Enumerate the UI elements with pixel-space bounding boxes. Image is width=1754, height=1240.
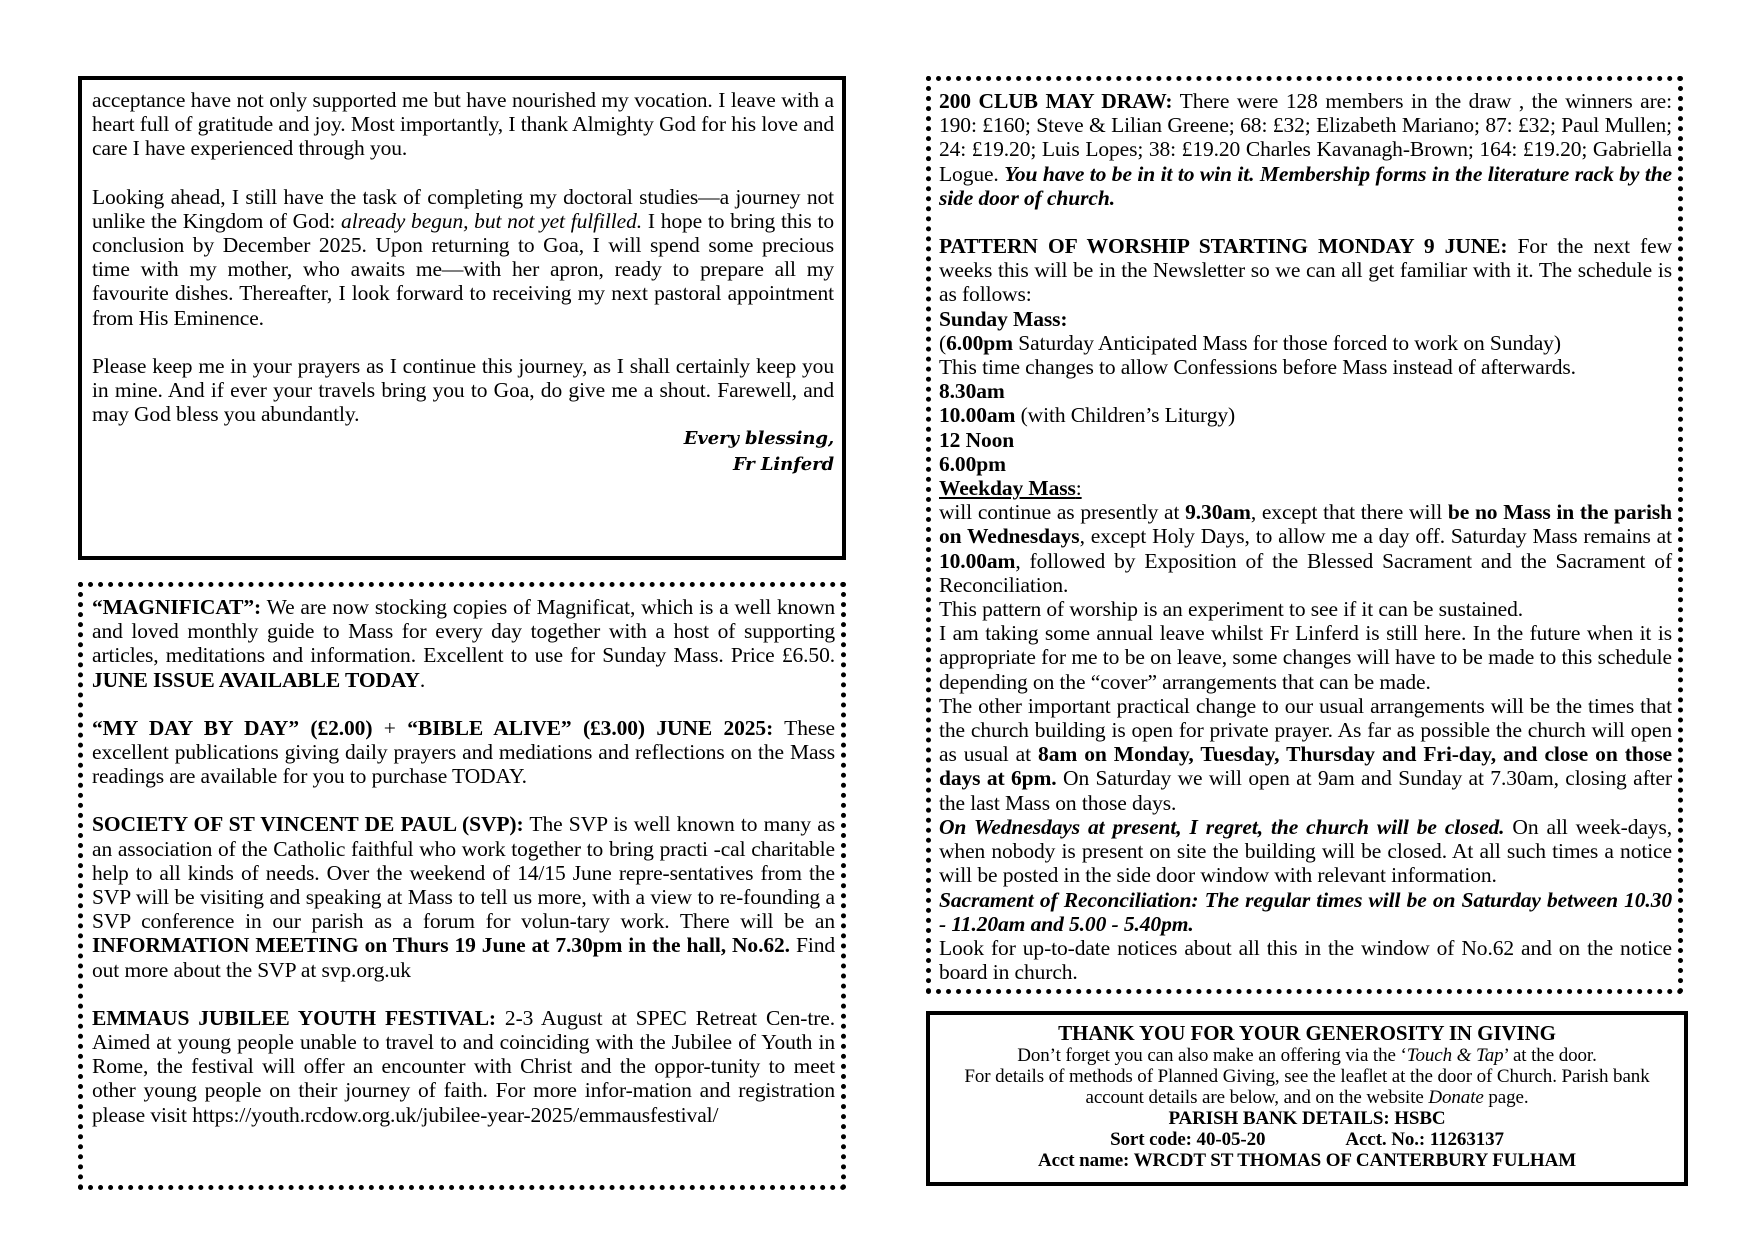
- leave-note: I am taking some annual leave whilst Fr Linferd is still here. In the future when it is appropriate for me to be on leave, some changes will have to be made to this schedule depending on the “cover” arrangements that can be made.: [939, 621, 1672, 694]
- mass-time: 12 Noon: [939, 427, 1015, 452]
- letter-paragraph: Please keep me in your prayers as I continue this journey, as I shall certainly keep you in mine. And if ever your travels bring you to Goa, do give me a shout. Farewell, and may God bless you abundantly.: [92, 353, 834, 427]
- magnificat-notice: “MAGNIFICAT”: We are now stocking copies of Magnificat, which is a well known and loved monthly guide to Mass for every day together with a host of supporting articles, meditations and information. Excellent to use for Sunday Mass. Price £6.50. JUNE ISSUE AVAILABLE TODAY.: [92, 595, 835, 692]
- account-name: Acct name: WRCDT ST THOMAS OF CANTERBURY FULHAM: [1037, 1150, 1577, 1171]
- svp-notice: SOCIETY OF ST VINCENT DE PAUL (SVP): The SVP is well known to many as an association of the Catholic faithful who work together to bring practi -cal charitable help to all kinds of needs. Over the weekend of 14/15 June repre-sentatives from the SVP will be visiting and speaking at Mass to tell us more, with a view to re-founding a SVP conference in our parish as a forum for volun-tary work. There will be an INFORMATION MEETING on Thurs 19 June at 7.30pm in the hall, No.62. Find out more about the SVP at svp.org.uk: [92, 812, 836, 982]
- wednesday-closure: On Wednesdays at present, I regret, the church will be closed. On all week-days, when nobody is present on site the building will be closed. At all such times a notice will be posted in the side door window with relevant information.: [939, 814, 1672, 888]
- worship-heading: PATTERN OF WORSHIP STARTING MONDAY 9 JUNE: For the next few weeks this will be in the Newsletter so we can all get familiar with it. The schedule is as follows:: [939, 234, 1672, 307]
- parish-notices: [78, 582, 846, 1190]
- account-number: Acct. No.: 11263137: [1345, 1129, 1504, 1150]
- worship-notices: [926, 76, 1683, 994]
- change-note: This time changes to allow Confessions before Mass instead of afterwards.: [939, 355, 1576, 380]
- bank-details-heading: PARISH BANK DETAILS: HSBC: [1168, 1108, 1446, 1129]
- sort-code: Sort code: 40-05-20: [1110, 1129, 1266, 1150]
- emmaus-notice: EMMAUS JUBILEE YOUTH FESTIVAL: 2-3 August at SPEC Retreat Cen-tre. Aimed at young people unable to travel to and coinciding with the Jubilee of Youth in Rome, the festival will offer an encounter with Christ and the oppor-tunity to meet other young people on their journey of faith. For more infor-mation and registration please visit https://youth.rcdow.org.uk/jubilee-year-2025/emmausfestival/: [92, 1005, 835, 1127]
- sunday-mass-label: Sunday Mass:: [939, 306, 1068, 331]
- mass-time: 6.00pm: [939, 451, 1006, 476]
- giving-title: THANK YOU FOR YOUR GENEROSITY IN GIVING: [1058, 1021, 1556, 1045]
- bank-codes: [938, 1129, 1676, 1150]
- opening-times: The other important practical change to our usual arrangements will be the times that the church building is open for private prayer. As far as possible the church will open as usual at 8am on Monday, Tuesday, Thursday and Fri-day, and close on those days at 6pm. On Saturday we will open at 9am and Sunday at 7.30am, closing after the last Mass on those days.: [939, 693, 1672, 815]
- mass-time: 10.00am (with Children’s Liturgy): [939, 403, 1236, 428]
- letter-paragraph: Looking ahead, I still have the task of completing my doctoral studies—a journey not unlike the Kingdom of God: already begun, but not yet fulfilled. I hope to bring this to conclusion by December 2025. Upon returning to Goa, I will spend some precious time with my mother, who awaits me—with her apron, ready to prepare all my favourite dishes. Thereafter, I look forward to receiving my next pastoral appointment from His Eminence.: [92, 184, 834, 330]
- club-draw-notice: 200 CLUB MAY DRAW: There were 128 members in the draw , the winners are: 190: £160; Steve & Lilian Greene; 68: £32; Elizabeth Mariano; 87: £32; Paul Mullen; 24: £19.20; Luis Lopes; 38: £19.20 Charles Kavanagh-Brown; 164: £19.20; Gabriella Logue. You have to be in it to win it. Membership forms in the literature rack by the side door of church.: [939, 89, 1672, 210]
- look-for-notices: Look for up-to-date notices about all this in the window of No.62 and on the notice board in church.: [939, 935, 1672, 985]
- saturday-mass: (6.00pm Saturday Anticipated Mass for those forced to work on Sunday): [939, 330, 1561, 355]
- weekday-mass-text: will continue as presently at 9.30am, except that there will be no Mass in the parish on Wednesdays, except Holy Days, to allow me a day off. Saturday Mass remains at 10.00am, followed by Exposition of the Blessed Sacrament and the Sacrament of Reconciliation.: [939, 500, 1672, 597]
- farewell-letter: [78, 76, 846, 560]
- touch-tap-line: Don’t forget you can also make an offering via the ‘Touch & Tap’ at the door.: [1017, 1045, 1597, 1066]
- mass-time: 8.30am: [939, 379, 1005, 404]
- giving-box: [926, 1011, 1688, 1186]
- weekday-mass-label: Weekday Mass:: [939, 476, 1082, 501]
- planned-giving-line: For details of methods of Planned Giving, see the leaflet at the door of Church. Parish bank account details are below, and on the website Donate page.: [964, 1066, 1650, 1108]
- letter-paragraph: acceptance have not only supported me but have nourished my vocation. I leave with a heart full of gratitude and joy. Most importantly, I thank Almighty God for his love and care I have experienced through you.: [92, 88, 834, 161]
- my-day-by-day-notice: “MY DAY BY DAY” (£2.00) + “BIBLE ALIVE” (£3.00) JUNE 2025: These excellent publications giving daily prayers and mediations and reflections on the Mass readings are available for you to purchase TODAY.: [92, 715, 835, 789]
- experiment-note: This pattern of worship is an experiment to see if it can be sustained.: [939, 597, 1523, 622]
- reconciliation-times: Sacrament of Reconciliation: The regular times will be on Saturday between 10.30 - 11.20am and 5.00 - 5.40pm.: [939, 887, 1672, 936]
- signature: Every blessing, Fr Linferd: [683, 428, 834, 476]
